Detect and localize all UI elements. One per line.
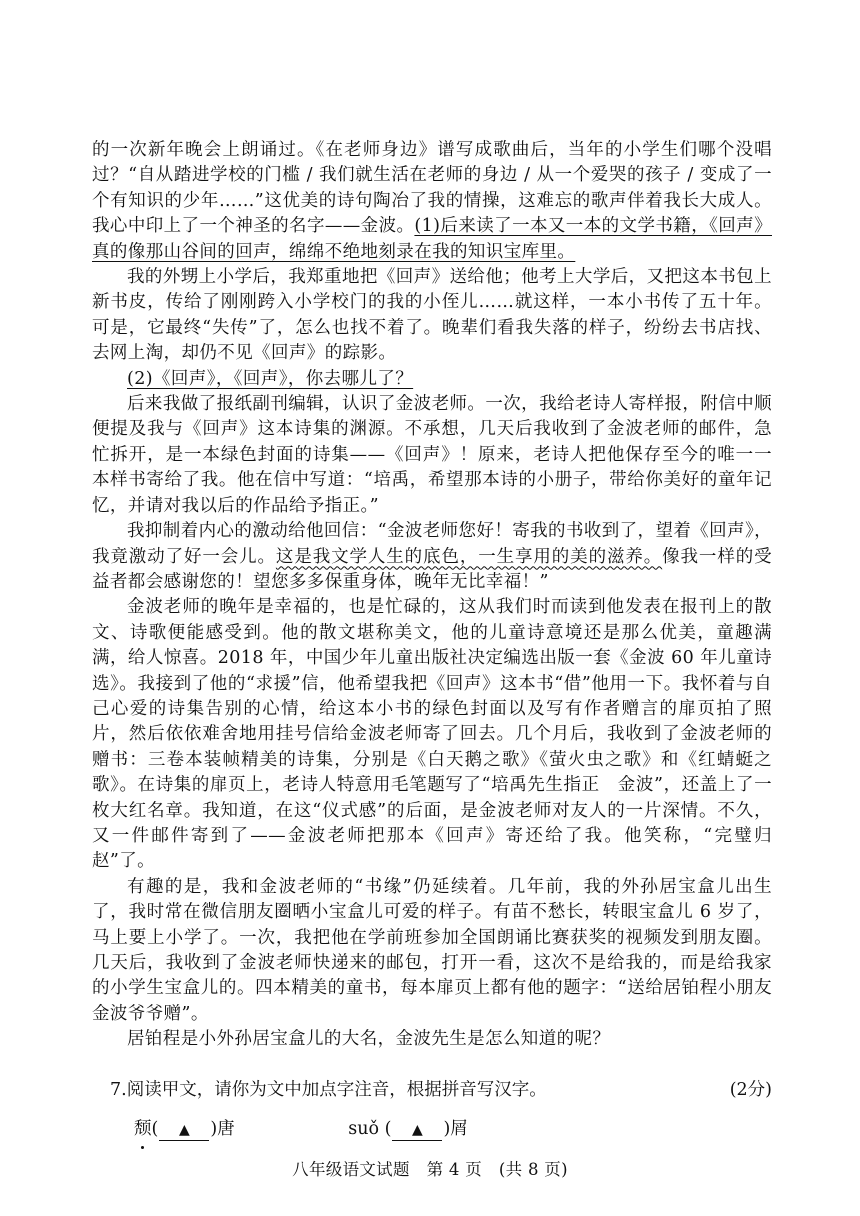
triangle-marker-icon: ▲	[412, 1122, 423, 1138]
paragraph-text: 我的外甥上小学后，我郑重地把《回声》送给他；他考上大学后，又把这本书包上新书皮，传给了刚刚跨入小学校门的我的小侄儿……就这样，一本小书传了五十年。可是，它最终“失传”了，怎么也找不着了。晚辈们看我失落的样子，纷纷去书店找、去网上淘，却仍不见《回声》的踪影。	[92, 267, 772, 364]
passage-paragraph	[92, 265, 772, 367]
paragraph-text: 有趣的是，我和金波老师的“书缘”仍延续着。几年前，我的外孙居宝盒儿出生了，我时常在微信朋友圈晒小宝盒儿可爱的样子。有苗不愁长，转眼宝盒儿 6 岁了，马上要上小学了。一次，我把他在学前班参加全国朗诵比赛获奖的视频发到朋友圈。几天后，我收到了金波老师快递来的邮包，打开一看，这次不是给我的，而是给我家的小学生宝盒儿的。四本精美的童书，每本扉页上都有他的题字：“送给居铂程小朋友 金波爷爷赠”。	[92, 876, 790, 1024]
passage-paragraph	[92, 875, 790, 1027]
passage-paragraph	[92, 595, 772, 874]
paragraph-text: 金波老师的晚年是幸福的，也是忙碌的，这从我们时而读到他发表在报刊上的散文、诗歌便能感受到。他的散文堪称美文，他的儿童诗意境还是那么优美，童趣满满，给人惊喜。2018 年，中国少年儿童出版社决定编选出版一套《金波 60 年儿童诗选》。我接到了他的“求援”信，他希望我把《回声》这本书“借”他用一下。我怀着与自己心爱的诗集告别的心情，给这本小书的绿色封面以及写有作者赠言的扉页拍了照片，然后依依难舍地用挂号信给金波老师寄了回去。几个月后，我收到了金波老师的赠书：三卷本装帧精美的诗集，分别是《白天鹅之歌》《萤火虫之歌》和《红蜻蜓之歌》。在诗集的扉页上，老诗人特意用毛笔题写了“培禹先生指正 金波”，还盖上了一枚大红名章。我知道，在这“仪式感”的后面，是金波老师对友人的一片深情。不久，又一件邮件寄到了——金波老师把那本《回声》寄还给了我。他笑称，“完璧归赵”了。	[92, 597, 772, 872]
pinyin-text: suǒ	[348, 1119, 380, 1139]
paragraph-text: 我抑制着内心的激动给他回信：“金波老师您好！寄我的书收到了，望着《回声》，我竟激动了好一会儿。	[92, 521, 772, 567]
passage-paragraph	[92, 1027, 772, 1052]
paren-close: )	[210, 1119, 218, 1139]
passage-paragraph	[92, 138, 772, 265]
answer-blank-1[interactable]	[159, 1119, 209, 1141]
page-footer: 八年级语文试题 第 4 页 (共 8 页)	[292, 1160, 568, 1179]
paren-open: (	[384, 1119, 392, 1139]
item-suffix: 屑	[450, 1119, 468, 1139]
underlined-sentence: (2)《回声》，《回声》，你去哪儿了？	[127, 368, 414, 389]
dotted-character: 颓	[134, 1117, 152, 1142]
paragraph-text: 居铂程是小外孙居宝盒儿的大名，金波先生是怎么知道的呢？	[127, 1029, 611, 1050]
paren-open: (	[151, 1119, 159, 1139]
passage-paragraph	[92, 367, 772, 392]
item-tui-tang	[134, 1117, 235, 1142]
underlined-sentence: (1)后来读了一本又一本的文学书籍，《回声》真的像那山谷间的回声，绵绵不绝地刻录在我的知识宝库里。	[92, 216, 772, 262]
answer-blank-2[interactable]	[392, 1119, 442, 1141]
reading-passage	[92, 138, 790, 1053]
item-suffix: 唐	[217, 1119, 235, 1139]
item-suo-xie	[348, 1117, 468, 1142]
passage-paragraph	[92, 392, 772, 519]
triangle-marker-icon: ▲	[178, 1122, 190, 1138]
paragraph-text: 的一次新年晚会上朗诵过。《在老师身边》谱写成歌曲后，当年的小学生们哪个没唱过？“自从踏进学校的门槛 / 我们就生活在老师的身边 / 从一个爱哭的孩子 / 变成了一个有知识的少年……”这优美的诗句陶冶了我的情操，这难忘的歌声伴着我长大成人。我心中印上了一个神圣的名字——金波。	[92, 140, 772, 237]
wavy-underlined-sentence: 这是我文学人生的底色，一生享用的美的滋养。	[275, 546, 663, 567]
paren-close: )	[443, 1119, 451, 1139]
paragraph-text: 像我一样的受益者都会感谢您的！望您多多保重身体，晚年无比幸福！”	[92, 546, 772, 592]
paragraph-text: 后来我做了报纸副刊编辑，认识了金波老师。一次，我给老诗人寄样报，附信中顺便提及我与《回声》这本诗集的渊源。不承想，几天后我收到了金波老师的邮件，急忙拆开，是一本绿色封面的诗集——《回声》！原来，老诗人把他保存至今的唯一一本样书寄给了我。他在信中写道：“培禹，希望那本诗的小册子，带给你美好的童年记忆，并请对我以后的作品给予指正。”	[92, 394, 772, 516]
passage-paragraph	[92, 519, 772, 595]
question-7-prompt: 7.阅读甲文，请你为文中加点字注音，根据拼音写汉字。	[110, 1080, 547, 1100]
question-7-score: (2分)	[729, 1080, 772, 1100]
question-7-items	[134, 1117, 468, 1142]
question-7	[110, 1078, 772, 1103]
